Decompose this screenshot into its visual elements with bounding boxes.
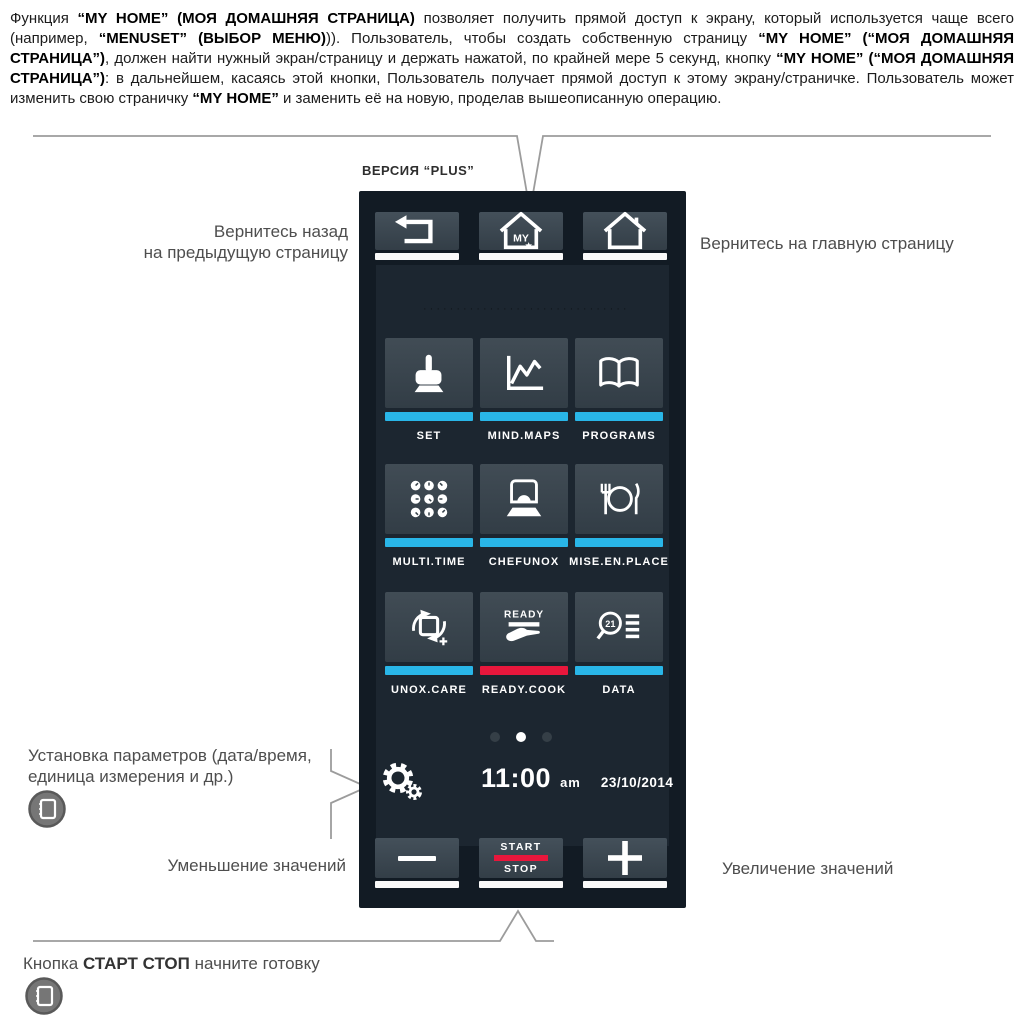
tile-programs[interactable] — [575, 338, 663, 452]
chef-icon — [501, 476, 547, 522]
refresh-square-icon — [406, 604, 452, 650]
tile-label: PROGRAMS — [582, 430, 656, 442]
tile-mise-en-place[interactable] — [569, 464, 669, 578]
back-arrow-icon — [394, 214, 440, 249]
home-icon — [600, 209, 650, 253]
bottom-callout-line — [33, 911, 554, 941]
back-annotation — [90, 221, 348, 263]
settings-annotation — [28, 745, 318, 787]
decrease-button[interactable] — [375, 838, 459, 888]
clock-grid-icon — [406, 476, 452, 522]
start-anno-segment: СТАРТ СТОП — [82, 954, 190, 973]
intro-segment: “MENUSET” (ВЫБОР МЕНЮ) — [98, 30, 326, 47]
start-stop-button[interactable] — [479, 838, 563, 888]
decrease-annotation: Уменьшение значений — [167, 856, 346, 875]
tile-unox-care[interactable] — [385, 592, 473, 706]
back-annotation-line2: на предыдущую страницу — [143, 243, 348, 262]
intro-segment: “MY HOME” — [192, 90, 279, 107]
intro-segment: “MY HOME” (“МОЯ ДОМАШНЯЯ СТРАНИЦА”) — [10, 30, 1015, 67]
settings-annotation-line2: единица измерения и др.) — [28, 767, 234, 786]
line-chart-icon — [501, 352, 547, 394]
plate-cutlery-icon — [594, 478, 644, 520]
my-home-icon — [496, 209, 546, 253]
back-annotation-line1: Вернитесь назад — [213, 222, 348, 241]
button-underline — [479, 881, 563, 888]
tile-data[interactable] — [575, 592, 663, 706]
page-dot-active[interactable] — [516, 732, 526, 742]
tile-label: MULTI.TIME — [392, 556, 466, 568]
start-stop-annotation — [23, 953, 320, 974]
tile-label: CHEFUNOX — [488, 556, 560, 568]
button-underline — [375, 881, 459, 888]
ghost-text: ······························· — [423, 303, 630, 315]
start-stop-red-bar — [494, 855, 548, 861]
manual-icon — [24, 976, 64, 1016]
page-dot[interactable] — [490, 732, 500, 742]
tile-label: SET — [416, 430, 442, 442]
tile-set[interactable] — [385, 338, 473, 452]
settings-annotation-line1: Установка параметров (дата/время, — [28, 746, 312, 765]
tile-multi-time[interactable] — [385, 464, 473, 578]
start-label: START — [500, 840, 542, 853]
button-underline — [583, 881, 667, 888]
touch-hand-icon — [406, 350, 452, 396]
ready-hand-icon — [499, 605, 549, 649]
data-digits: 21 — [605, 619, 616, 629]
tile-ready-cook[interactable] — [480, 592, 568, 706]
version-label: ВЕРСИЯ “PLUS” — [362, 163, 475, 178]
tile-accent-bar — [480, 538, 568, 547]
tile-accent-bar — [575, 538, 663, 547]
page-dot[interactable] — [542, 732, 552, 742]
tile-label: MISE.EN.PLACE — [569, 556, 669, 568]
tile-accent-bar — [385, 538, 473, 547]
increase-annotation: Увеличение значений — [722, 859, 894, 878]
meridiem-label: am — [560, 775, 581, 790]
intro-segment: , должен найти нужный экран/страницу и держать нажатой, по крайней мере 5 секунд, кнопку — [105, 50, 777, 67]
time-value: 11:00 — [481, 763, 552, 793]
date-value: 23/10/2014 — [600, 775, 674, 790]
intro-segment: )). Пользователь, чтобы создать собственную страницу — [325, 30, 759, 47]
tile-accent-bar — [575, 666, 663, 675]
ready-text: READY — [503, 609, 545, 621]
tile-chefunox[interactable] — [480, 464, 568, 578]
intro-segment: “MY HOME” (“МОЯ ДОМАШНЯЯ СТРАНИЦА”) — [10, 50, 1014, 87]
back-button[interactable] — [375, 212, 459, 260]
intro-paragraph — [10, 9, 1014, 109]
tile-label: DATA — [602, 684, 636, 696]
settings-button[interactable] — [381, 761, 425, 805]
clock-display — [481, 763, 673, 794]
home-annotation: Вернитесь на главную страницу — [700, 234, 954, 253]
home-button[interactable] — [583, 212, 667, 260]
my-home-button[interactable] — [479, 212, 563, 260]
intro-segment: Функция — [10, 10, 78, 27]
stop-label: STOP — [504, 863, 538, 875]
intro-segment: “MY HOME” (МОЯ ДОМАШНЯЯ СТРАНИЦА) — [77, 10, 415, 27]
tile-label: MIND.MAPS — [487, 430, 561, 442]
tile-accent-bar — [480, 412, 568, 421]
touch-panel — [359, 191, 686, 908]
button-underline — [583, 253, 667, 260]
manual-icon — [27, 789, 67, 829]
start-anno-segment: Кнопка — [23, 954, 83, 973]
increase-button[interactable] — [583, 838, 667, 888]
tile-label: UNOX.CARE — [391, 684, 467, 696]
tile-label: READY.COOK — [481, 684, 567, 696]
tile-accent-bar — [385, 666, 473, 675]
intro-segment: : в дальнейшем, касаясь этой кнопки, Пользователь получает прямой доступ к этому экрану/страничке. Пользователь может изменить свою страничку — [10, 70, 1014, 107]
tile-mind-maps[interactable] — [480, 338, 568, 452]
minus-icon — [398, 856, 436, 861]
tile-accent-bar — [575, 412, 663, 421]
plus-icon — [608, 841, 642, 875]
intro-segment: позволяет получить прямой доступ к экрану, который используется чаще всего (например, — [10, 10, 1014, 47]
tile-accent-bar — [480, 666, 568, 675]
open-book-icon — [594, 353, 644, 393]
search-list-icon — [594, 607, 644, 647]
button-underline — [375, 253, 459, 260]
start-anno-segment: начните готовку — [189, 954, 320, 973]
my-badge-text: MY — [513, 232, 529, 245]
gear-icon — [381, 761, 425, 805]
tile-accent-bar — [385, 412, 473, 421]
intro-segment: и заменить её на новую, проделав вышеописанную операцию. — [278, 90, 722, 107]
pagination-dots — [490, 732, 552, 742]
button-underline — [479, 253, 563, 260]
